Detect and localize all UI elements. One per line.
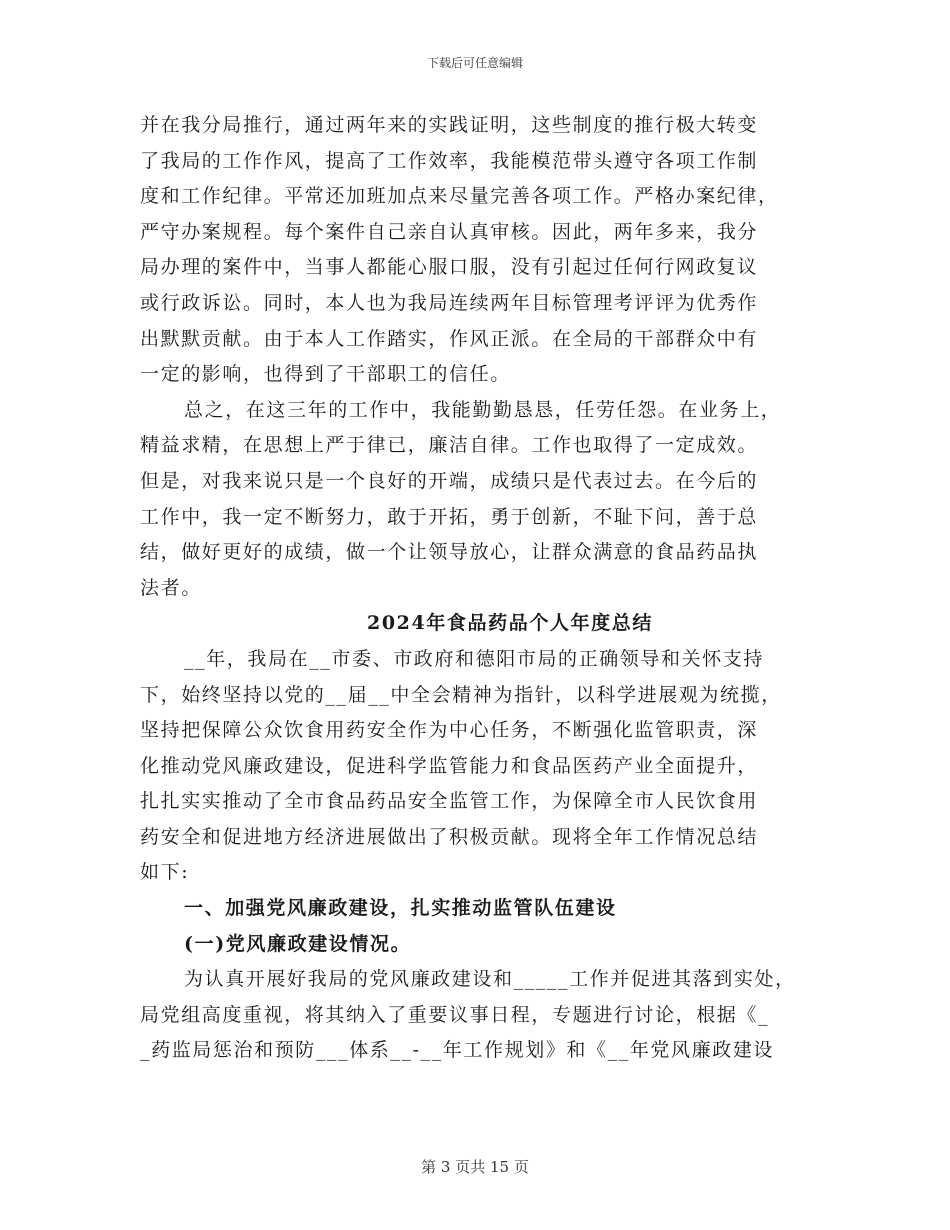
text-line: 为认真开展好我局的党风廉政建设和_____工作并促进其落到实处， bbox=[184, 968, 796, 991]
section-heading: 一、加强党风廉政建设，扎实推动监管队伍建设 bbox=[184, 897, 617, 920]
page-header: 下载后可任意编辑 bbox=[426, 56, 523, 70]
text-line: 但是，对我来说只是一个良好的开端，成绩只是代表过去。在今后的 bbox=[140, 469, 759, 492]
section-heading: (一)党风廉政建设情况。 bbox=[184, 932, 412, 955]
text-line: 精益求精，在思想上严于律已，廉洁自律。工作也取得了一定成效。 bbox=[140, 434, 759, 457]
text-line: 局党组高度重视，将其纳入了重要议事日程，专题进行讨论，根据《_ bbox=[140, 1003, 770, 1026]
text-line: 化推动党风廉政建设，促进科学监管能力和食品医药产业全面提升， bbox=[140, 754, 759, 777]
text-line: 或行政诉讼。同时，本人也为我局连续两年目标管理考评评为优秀作 bbox=[140, 291, 759, 314]
document-body bbox=[140, 108, 840, 1069]
text-line: 如下: bbox=[140, 861, 190, 884]
text-line: 局办理的案件中，当事人都能心服口服，没有引起过任何行网政复议 bbox=[140, 256, 759, 279]
text-line: 结，做好更好的成绩，做一个让领导放心，让群众满意的食品药品执 bbox=[140, 541, 759, 564]
text-line: 总之，在这三年的工作中，我能勤勤恳恳，任劳任怨。在业务上， bbox=[184, 398, 782, 421]
text-line: 法者。 bbox=[140, 576, 202, 599]
text-line: 一定的影响，也得到了干部职工的信任。 bbox=[140, 363, 511, 386]
text-line: 严守办案规程。每个案件自己亲自认真审核。因此，两年多来，我分 bbox=[140, 220, 759, 243]
section-title: 2024年食品药品个人年度总结 bbox=[367, 612, 653, 635]
text-line: _药监局惩治和预防___体系__-__年工作规划》和《__年党风廉政建设 bbox=[140, 1039, 775, 1062]
text-line: 并在我分局推行，通过两年来的实践证明，这些制度的推行极大转变 bbox=[140, 114, 759, 136]
text-line: 扎扎实实推动了全市食品药品安全监管工作，为保障全市人民饮食用 bbox=[140, 790, 759, 813]
text-line: 出默默贡献。由于本人工作踏实，作风正派。在全局的干部群众中有 bbox=[140, 327, 759, 350]
text-line: 药安全和促进地方经济进展做出了积极贡献。现将全年工作情况总结 bbox=[140, 825, 759, 848]
text-line: 度和工作纪律。平常还加班加点来尽量完善各项工作。严格办案纪律， bbox=[140, 185, 779, 208]
text-line: 了我局的工作作风，提高了工作效率，我能模范带头遵守各项工作制 bbox=[140, 149, 759, 172]
text-line: 下，始终坚持以党的__届__中全会精神为指针，以科学进展观为统揽， bbox=[140, 683, 782, 706]
text-line: 坚持把保障公众饮食用药安全作为中心任务，不断强化监管职责，深 bbox=[140, 719, 759, 742]
page-footer: 第 3 页共 15 页 bbox=[421, 1158, 529, 1176]
text-line: 工作中，我一定不断努力，敢于开拓，勇于创新，不耻下问，善于总 bbox=[140, 505, 759, 528]
text-line: __年，我局在__市委、市政府和德阳市局的正确领导和关怀支持 bbox=[184, 647, 765, 670]
